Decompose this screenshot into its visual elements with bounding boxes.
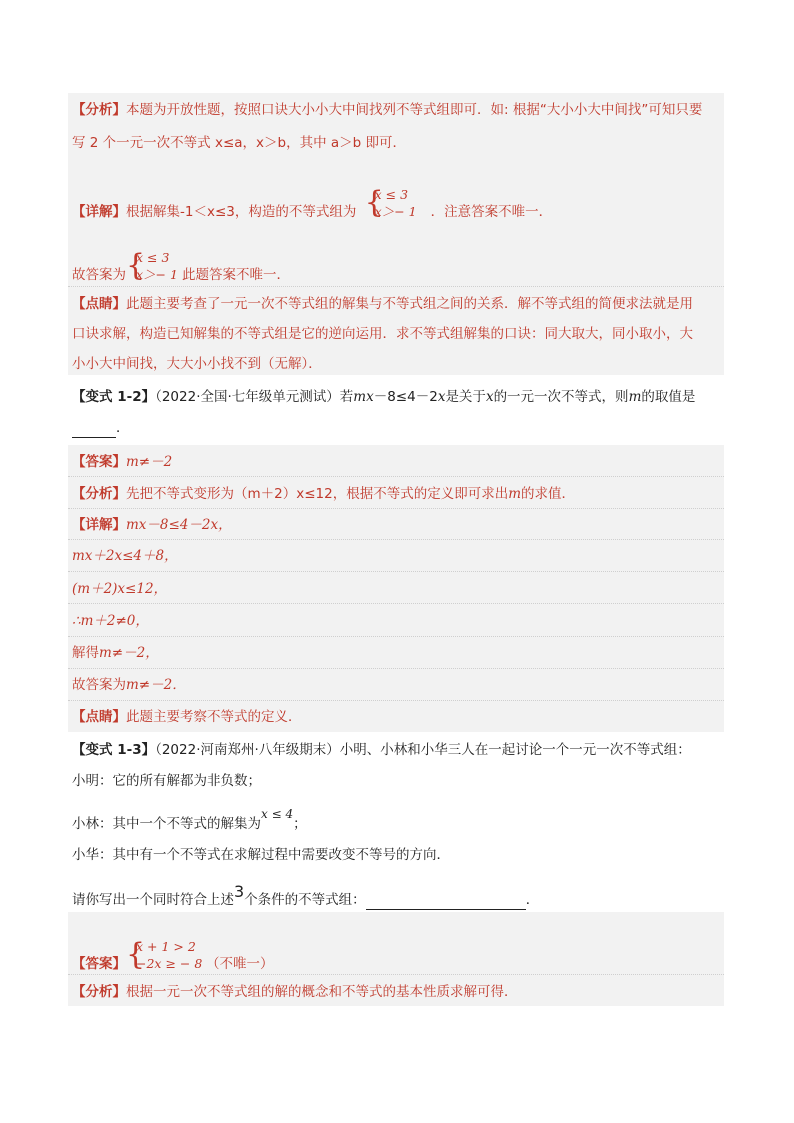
answer-blank[interactable] <box>366 892 526 910</box>
detail-text: 根据解集-1＜x≤3，构造的不等式组为 <box>126 204 357 220</box>
question-end: ． <box>116 420 130 436</box>
statement-lin <box>72 807 307 834</box>
detail-step-1 <box>72 515 232 535</box>
step-expr: (m＋2)x≤12， <box>72 581 168 597</box>
question-text: 的一元一次不等式，则 <box>493 389 629 405</box>
question-text: 的取值是 <box>641 389 696 405</box>
statement-ming <box>72 771 261 791</box>
analysis-line-2 <box>72 133 406 153</box>
answer-value: m≠－2 <box>126 454 173 470</box>
statement-hua <box>72 845 450 865</box>
analysis-tag: 【分析】 <box>72 486 126 502</box>
question-blank-line <box>72 418 130 438</box>
system-row-1: x ≤ 3 <box>374 187 409 202</box>
answer-line-3 <box>72 937 274 982</box>
system-row-1: x ≤ 3 <box>136 250 170 265</box>
answer-blank[interactable] <box>72 420 116 438</box>
statement-text: 小明：它的所有解都为非负数； <box>72 773 261 789</box>
divider <box>68 286 724 287</box>
analysis-text-2: 写 2 个一元一次不等式 x≤a，x＞b，其中 a＞b 即可． <box>72 135 407 151</box>
ask-text: 个条件的不等式组： <box>244 892 366 908</box>
detail-step-3 <box>72 579 167 599</box>
ask-number: 3 <box>234 882 245 901</box>
question-1-3 <box>72 740 691 760</box>
remark-line-2 <box>72 324 693 344</box>
step-prefix: 故答案为 <box>72 677 126 693</box>
answer-post: 此题答案不唯一． <box>182 267 290 283</box>
remark-line-1 <box>72 294 693 314</box>
answer-prefix: 故答案为 <box>72 267 126 283</box>
system-row-2: x＞− 1 <box>136 267 178 282</box>
detail-step-6 <box>72 675 186 695</box>
inequality-system-2 <box>126 249 182 285</box>
divider <box>68 476 724 477</box>
analysis-tag: 【分析】 <box>72 102 126 118</box>
remark-tag: 【点睛】 <box>72 709 126 725</box>
remark-line-4 <box>72 707 302 727</box>
divider <box>68 700 724 701</box>
answer-note: （不唯一） <box>206 956 274 972</box>
math-var: m <box>508 486 522 502</box>
question-ask <box>72 882 540 910</box>
answer-tag: 【答案】 <box>72 454 126 470</box>
answer-tag: 【答案】 <box>72 956 126 972</box>
question-1-2 <box>72 387 695 407</box>
system-row-2: x＞− 1 <box>374 204 417 219</box>
step-expr: m≠－2． <box>126 677 186 693</box>
analysis-line-3 <box>72 484 575 504</box>
question-tag: 【变式 1-3】 <box>72 742 156 758</box>
analysis-post: 的求值． <box>521 486 576 502</box>
question-source: （2022·河南郑州·八年级期末）小明、小林和小华三人在一起讨论一个一元一次不等式组： <box>155 742 691 758</box>
math-var: x <box>437 389 446 405</box>
math-var: mx <box>353 389 374 405</box>
question-text: 是关于 <box>445 389 486 405</box>
ask-text: 请你写出一个同时符合上述 <box>72 892 234 908</box>
question-tag: 【变式 1-2】 <box>72 389 156 405</box>
analysis-text: 根据一元一次不等式组的解的概念和不等式的基本性质求解可得． <box>126 984 518 1000</box>
step-expr: ∴m＋2≠0， <box>72 613 149 629</box>
step-expr: mx－8≤4－2x， <box>126 517 232 533</box>
inequality-system-1 <box>365 186 427 222</box>
system-row-2: −2x ≥ − 8 <box>136 956 203 971</box>
divider <box>68 571 724 572</box>
analysis-tag: 【分析】 <box>72 984 126 1000</box>
detail-line <box>72 185 553 230</box>
detail-step-4 <box>72 611 149 631</box>
divider <box>68 603 724 604</box>
detail-step-5 <box>72 643 159 663</box>
statement-post: ； <box>293 816 307 832</box>
detail-step-2 <box>72 546 178 566</box>
left-brace: { <box>364 185 384 220</box>
ask-end: ． <box>525 892 540 908</box>
answer-line-1 <box>72 248 290 293</box>
detail-tag: 【详解】 <box>72 517 126 533</box>
step-expr: mx＋2x≤4＋8， <box>72 548 178 564</box>
remark-tag: 【点睛】 <box>72 296 126 312</box>
question-source: （2022·全国·七年级单元测试）若 <box>155 389 354 405</box>
math-var: x <box>485 389 494 405</box>
analysis-text-1: 本题为开放性题，按照口诀大小小大中间找列不等式组即可．如: 根据“大小小大中间找”可知只要 <box>126 102 703 118</box>
remark-text-2: 口诀求解，构造已知解集的不等式组是它的逆向运用．求不等式组解集的口诀：同大取大，同小取小，大 <box>72 326 693 342</box>
math-var: m <box>628 389 642 405</box>
math-expr: x ≤ 4 <box>261 807 294 821</box>
remark-text-3: 小小大中间找，大大小小找不到（无解）． <box>72 356 322 372</box>
remark-line-3 <box>72 354 322 374</box>
analysis-line-4 <box>72 982 518 1002</box>
divider <box>68 636 724 637</box>
remark-text: 此题主要考察不等式的定义． <box>126 709 302 725</box>
left-brace: { <box>126 248 146 283</box>
left-brace: { <box>126 937 146 972</box>
analysis-line-1 <box>72 100 702 120</box>
divider <box>68 974 724 975</box>
analysis-text: 先把不等式变形为（m＋2）x≤12，根据不等式的定义即可求出 <box>126 486 509 502</box>
detail-post: ．注意答案不唯一． <box>430 204 553 220</box>
divider <box>68 539 724 540</box>
step-expr: m≠－2， <box>99 645 159 661</box>
statement-text: 小林：其中一个不等式的解集为 <box>72 816 261 832</box>
remark-text-1: 此题主要考查了一元一次不等式组的解集与不等式组之间的关系．解不等式组的简便求法就是用 <box>126 296 693 312</box>
detail-tag: 【详解】 <box>72 204 126 220</box>
math-expr: －8≤4－2 <box>373 389 438 405</box>
system-row-1: x + 1 > 2 <box>136 939 196 954</box>
divider <box>68 508 724 509</box>
statement-text: 小华：其中有一个不等式在求解过程中需要改变不等号的方向． <box>72 847 450 863</box>
step-prefix: 解得 <box>72 645 99 661</box>
answer-line-2 <box>72 452 172 472</box>
inequality-system-3 <box>126 938 202 974</box>
divider <box>68 668 724 669</box>
